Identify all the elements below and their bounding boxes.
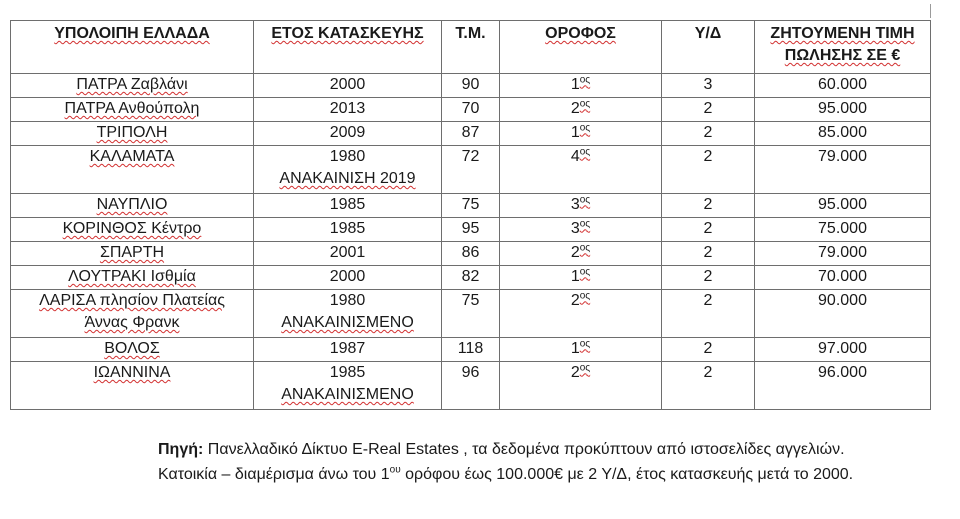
table-row xyxy=(11,362,931,410)
cell-price: 95.000 xyxy=(755,98,931,122)
cell-bedrooms: 2 xyxy=(662,266,755,290)
cell-sqm: 87 xyxy=(442,122,500,146)
cell-year: 2009 xyxy=(254,122,442,146)
cell-sqm: 118 xyxy=(442,338,500,362)
table-row xyxy=(11,242,931,266)
header-region: ΥΠΟΛΟΙΠΗ ΕΛΛΑΔΑ xyxy=(11,21,254,74)
cell-floor: $2^{o\varsigma}$ xyxy=(500,242,662,266)
cell-floor: $1^{o\varsigma}$ xyxy=(500,266,662,290)
header-year: ΕΤΟΣ ΚΑΤΑΣΚΕΥΗΣ xyxy=(254,21,442,74)
cell-floor: $2^{o\varsigma}$ xyxy=(500,362,662,410)
cell-area: ΛΑΡΙΣΑ πλησίον Πλατείας Άννας Φρανκ xyxy=(11,290,254,338)
table-row xyxy=(11,146,931,194)
cell-price: 79.000 xyxy=(755,146,931,194)
source-text-b: ορόφου έως 100.000€ με 2 Υ/Δ, έτος κατασκευής μετά το 2000. xyxy=(400,466,854,483)
table-row xyxy=(11,194,931,218)
cell-bedrooms: 2 xyxy=(662,218,755,242)
cell-sqm: 75 xyxy=(442,290,500,338)
cell-area: ΝΑΥΠΛΙΟ xyxy=(11,194,254,218)
header-floor: ΟΡΟΦΟΣ xyxy=(500,21,662,74)
cell-price: 79.000 xyxy=(755,242,931,266)
cell-year: 1980 ΑΝΑΚΑΙΝΙΣΜΕΝΟ xyxy=(254,290,442,338)
cell-sqm: 82 xyxy=(442,266,500,290)
cell-area: ΚΑΛΑΜΑΤΑ xyxy=(11,146,254,194)
header-bedrooms: Υ/Δ xyxy=(662,21,755,74)
cell-year: 1985 xyxy=(254,194,442,218)
cell-sqm: 95 xyxy=(442,218,500,242)
header-row xyxy=(11,21,931,74)
cell-floor: $2^{o\varsigma}$ xyxy=(500,98,662,122)
cell-sqm: 70 xyxy=(442,98,500,122)
source-note xyxy=(158,437,898,487)
cell-area: ΣΠΑΡΤΗ xyxy=(11,242,254,266)
cell-area: ΒΟΛΟΣ xyxy=(11,338,254,362)
cell-floor: $1^{o\varsigma}$ xyxy=(500,338,662,362)
cell-bedrooms: 2 xyxy=(662,290,755,338)
cell-floor: $4^{o\varsigma}$ xyxy=(500,146,662,194)
page-corner-mark xyxy=(930,4,939,18)
cell-bedrooms: 2 xyxy=(662,98,755,122)
cell-bedrooms: 3 xyxy=(662,74,755,98)
cell-sqm: 86 xyxy=(442,242,500,266)
cell-bedrooms: 2 xyxy=(662,362,755,410)
cell-bedrooms: 2 xyxy=(662,338,755,362)
cell-area: ΠΑΤΡΑ Ανθούπολη xyxy=(11,98,254,122)
cell-year: 1987 xyxy=(254,338,442,362)
table-row xyxy=(11,218,931,242)
cell-sqm: 75 xyxy=(442,194,500,218)
cell-price: 70.000 xyxy=(755,266,931,290)
table-row xyxy=(11,98,931,122)
table-row xyxy=(11,122,931,146)
cell-year: 1985 ΑΝΑΚΑΙΝΙΣΜΕΝΟ xyxy=(254,362,442,410)
cell-area: ΤΡΙΠΟΛΗ xyxy=(11,122,254,146)
cell-year: 1980 ΑΝΑΚΑΙΝΙΣΗ 2019 xyxy=(254,146,442,194)
source-sup: ου xyxy=(389,464,401,476)
cell-floor: $3^{o\varsigma}$ xyxy=(500,218,662,242)
cell-year: 1985 xyxy=(254,218,442,242)
cell-price: 60.000 xyxy=(755,74,931,98)
cell-area: ΙΩΑΝΝΙΝΑ xyxy=(11,362,254,410)
property-table xyxy=(10,20,931,410)
cell-year: 2000 xyxy=(254,74,442,98)
cell-price: 95.000 xyxy=(755,194,931,218)
cell-bedrooms: 2 xyxy=(662,122,755,146)
cell-floor: $1^{o\varsigma}$ xyxy=(500,122,662,146)
cell-bedrooms: 2 xyxy=(662,146,755,194)
header-sqm: Τ.Μ. xyxy=(442,21,500,74)
cell-sqm: 90 xyxy=(442,74,500,98)
cell-bedrooms: 2 xyxy=(662,194,755,218)
header-price: ΖΗΤΟΥΜΕΝΗ ΤΙΜΗ ΠΩΛΗΣΗΣ ΣΕ € xyxy=(755,21,931,74)
cell-area: ΠΑΤΡΑ Ζαβλάνι xyxy=(11,74,254,98)
cell-price: 85.000 xyxy=(755,122,931,146)
table-row xyxy=(11,290,931,338)
table-row xyxy=(11,266,931,290)
cell-floor: $2^{o\varsigma}$ xyxy=(500,290,662,338)
cell-bedrooms: 2 xyxy=(662,242,755,266)
cell-price: 90.000 xyxy=(755,290,931,338)
source-label: Πηγή: xyxy=(158,441,204,458)
cell-sqm: 72 xyxy=(442,146,500,194)
cell-sqm: 96 xyxy=(442,362,500,410)
cell-price: 96.000 xyxy=(755,362,931,410)
cell-area: ΛΟΥΤΡΑΚΙ Ισθμία xyxy=(11,266,254,290)
table-row xyxy=(11,338,931,362)
cell-year: 2001 xyxy=(254,242,442,266)
cell-price: 75.000 xyxy=(755,218,931,242)
source-text-a: Πανελλαδικό Δίκτυο E-Real Estates , τα δεδομένα προκύπτουν από ιστοσελίδες αγγελιών. Κατοικία – διαμέρισμα άνω του 1 xyxy=(158,441,845,483)
cell-price: 97.000 xyxy=(755,338,931,362)
table-row xyxy=(11,74,931,98)
cell-year: 2013 xyxy=(254,98,442,122)
cell-area: ΚΟΡΙΝΘΟΣ Κέντρο xyxy=(11,218,254,242)
cell-year: 2000 xyxy=(254,266,442,290)
cell-floor: $3^{o\varsigma}$ xyxy=(500,194,662,218)
cell-floor: $1^{o\varsigma}$ xyxy=(500,74,662,98)
